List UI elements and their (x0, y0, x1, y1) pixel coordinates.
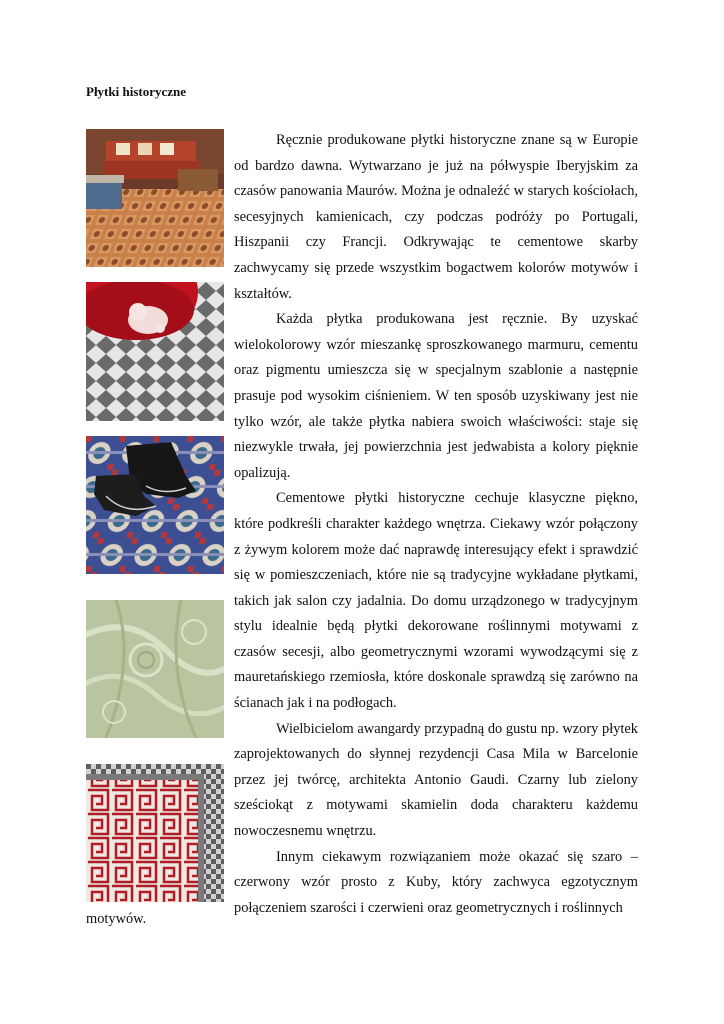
red-grey-geometric-tiles-photo (86, 764, 224, 902)
green-relief-tiles-photo (86, 600, 224, 738)
paragraph: Cementowe płytki historyczne cechuje klasyczne piękno, które podkreśli charakter każdego wnętrza. Ciekawy wzór połączony z żywym kolorem może dać naprawdę interesujący efekt i sprawdzić się w pomieszczeniach, które nie są tradycyjne wykładane płytkami, takich jak salon czy jadalnia. Do domu urządzonego w tradycyjnym stylu idealnie będą płytki dekorowane roślinnymi motywami z czasów secesji, albo geometrycznymi wzorami wywodzącymi się z mauretańskiego rzemiosła, które doskonale sprawdzą się zarówno na ścianach jak i na podłogach. (234, 490, 638, 712)
paragraph: Innym ciekawym rozwiązaniem może okazać się szaro – czerwony wzór prosto z Kuby, który zachwyca egzotycznym połączeniem szarości i czerwieni oraz geometrycznych i roślinnych (234, 848, 638, 916)
triangle-tiles-photo (86, 282, 224, 421)
blue-tiles-shoes-photo (86, 436, 224, 574)
page-title: Płytki historyczne (86, 84, 187, 99)
paragraph-tail: motywów. (86, 911, 147, 927)
paragraph: Ręcznie produkowane płytki historyczne znane są w Europie od bardzo dawna. Wytwarzano je już na półwyspie Iberyjskim za czasów panowania Maurów. Można je odnaleźć w starych kościołach, secesyjnych kamienicach, czy podczas podróży po Portugali, Hiszpanii czy Francji. Odkrywając te cementowe skarby zachwycamy się przede wszystkim bogactwem kolorów motywów i kształtów. (234, 132, 638, 302)
paragraph: Każda płytka produkowana jest ręcznie. By uzyskać wielokolorowy wzór mieszankę sproszkowanego marmuru, cementu oraz pigmentu umieszcza się w specjalnym szablonie a następnie prasuje pod wysokim ciśnieniem. W ten sposób uzyskiwany jest nie tylko wzór, ale także płytka nabiera swoich właściwości: staje się niezwykle trwała, jej powierzchnia jest jedwabista a kolory pięknie opalizują. (234, 311, 638, 481)
article-body (234, 128, 638, 921)
paragraph: Wielbicielom awangardy przypadną do gustu np. wzory płytek zaprojektowanych do słynnej rezydencji Casa Mila w Barcelonie przez jej twórcę, architekta Antonio Gaudi. Czarny lub zielony sześciokąt z motywami skamielin doda charakteru każdemu nowoczesnemu wnętrzu. (234, 720, 638, 840)
living-room-tiles-photo (86, 129, 224, 267)
